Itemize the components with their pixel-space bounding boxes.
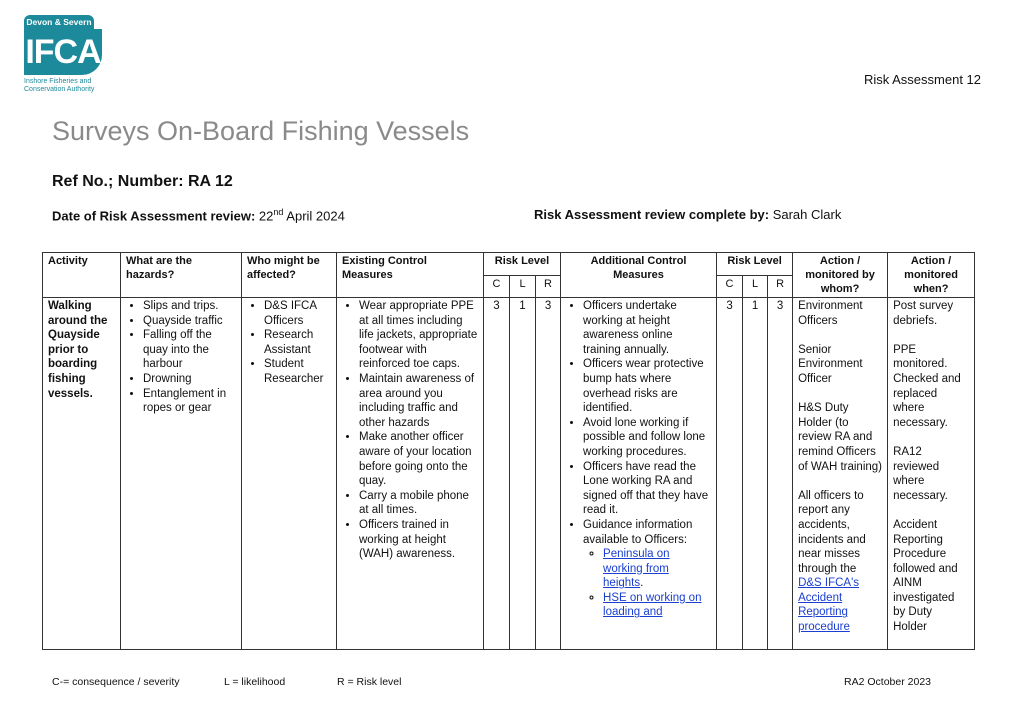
- affected-item: • D&S IFCA Officers: [264, 299, 331, 328]
- col-hazards: What are the hazards?: [121, 253, 242, 298]
- col-risk-level-2: Risk Level: [717, 253, 793, 276]
- footer-risk-key: R = Risk level: [337, 676, 402, 688]
- cell-additional-measures: [561, 298, 717, 650]
- by-whom-para: Environment Officers: [798, 300, 863, 327]
- col-activity: Activity: [43, 253, 121, 298]
- cell-existing-measures: [337, 298, 484, 650]
- cell-activity: Walking around the Quayside prior to boarding fishing vessels.: [43, 298, 121, 650]
- col-c: C: [484, 275, 510, 298]
- existing-measure: • Make another officer aware of your location before going onto the quay.: [359, 430, 478, 488]
- review-date-day: 22: [258, 208, 274, 224]
- col-existing-measures: Existing Control Measures: [337, 253, 484, 298]
- logo-mark: IFCA: [24, 29, 102, 75]
- hazard-item: • Quayside traffic: [143, 314, 236, 329]
- when-para: Post survey debriefs.: [893, 300, 954, 327]
- footer-consequence-key: C-= consequence / severity: [52, 676, 180, 688]
- hazard-item: • Drowning: [143, 372, 236, 387]
- reference-number: Ref No.; Number: RA 12: [52, 173, 233, 190]
- hazard-item: • Entanglement in ropes or gear: [143, 387, 236, 416]
- cell-risk-2: 3: [768, 298, 793, 650]
- cell-affected: [242, 298, 337, 650]
- logo-top-text: Devon & Severn: [24, 15, 94, 29]
- table-row: [43, 298, 975, 650]
- col-action-when: Action / monitored when?: [888, 253, 975, 298]
- review-by-label: Risk Assessment review complete by:: [534, 207, 770, 222]
- by-whom-report-text: All officers to report any accidents, incidents and near misses through the: [798, 489, 866, 575]
- when-para: Accident Reporting Procedure followed and AINM investigated by Duty Holder: [893, 518, 958, 634]
- cell-hazards: [121, 298, 242, 650]
- hazard-item: • Falling off the quay into the harbour: [143, 328, 236, 372]
- ifca-logo: [24, 15, 102, 94]
- review-date-suffix: nd: [273, 207, 284, 217]
- col-affected: Who might be affected?: [242, 253, 337, 298]
- page-title: Surveys On-Board Fishing Vessels: [52, 116, 470, 146]
- review-by-name: Sarah Clark: [772, 207, 842, 222]
- cell-consequence-2: 3: [717, 298, 743, 650]
- existing-measure: • Carry a mobile phone at all times.: [359, 489, 478, 518]
- when-para: PPE monitored. Checked and replaced where necessary.: [893, 343, 961, 429]
- link-suffix: .: [640, 577, 644, 590]
- additional-measure: • Officers undertake working at height awareness online training annually.: [583, 299, 711, 357]
- col-risk-level: Risk Level: [484, 253, 561, 276]
- logo-subtitle: Inshore Fisheries and Conservation Authority: [24, 78, 95, 93]
- hazard-item: • Slips and trips.: [143, 299, 236, 314]
- additional-measure: [583, 518, 711, 620]
- col-action-by-whom: Action / monitored by whom?: [793, 253, 888, 298]
- by-whom-para: Senior Environment Officer: [798, 343, 863, 385]
- guidance-label: Guidance information available to Officers:: [583, 518, 693, 546]
- guidance-link-item: [603, 591, 711, 620]
- cell-risk: 3: [536, 298, 561, 650]
- by-whom-para: H&S Duty Holder (to review RA and remind Officers of WAH training): [798, 402, 882, 473]
- col-c2: C: [717, 275, 743, 298]
- cell-consequence: 3: [484, 298, 510, 650]
- footer-likelihood-key: L = likelihood: [224, 676, 286, 688]
- cell-when: [888, 298, 975, 650]
- col-l: L: [510, 275, 536, 298]
- col-l2: L: [743, 275, 768, 298]
- additional-measure: • Officers have read the Lone working RA and signed off that they have read it.: [583, 460, 711, 518]
- existing-measure: • Officers trained in working at height (WAH) awareness.: [359, 518, 478, 562]
- cell-likelihood-2: 1: [743, 298, 768, 650]
- additional-measure: • Officers wear protective bump hats where overhead risks are identified.: [583, 357, 711, 415]
- existing-measure: • Maintain awareness of area around you including traffic and other hazards: [359, 372, 478, 430]
- affected-item: • Student Researcher: [264, 357, 331, 386]
- review-date-label: Date of Risk Assessment review:: [52, 208, 256, 224]
- col-r: R: [536, 275, 561, 298]
- when-para: RA12 reviewed where necessary.: [893, 445, 948, 502]
- table-header-row: [43, 253, 975, 276]
- hse-link[interactable]: HSE on working on loading and: [603, 591, 702, 619]
- existing-measure: • Wear appropriate PPE at all times including life jackets, appropriate footwear with reinforced toe caps.: [359, 299, 478, 372]
- review-date-rest: April 2024: [286, 208, 345, 224]
- header-doc-label: Risk Assessment 12: [863, 72, 981, 87]
- risk-assessment-table: [42, 252, 975, 650]
- col-r2: R: [768, 275, 793, 298]
- review-completed-by: [534, 207, 841, 222]
- footer-version: RA2 October 2023: [844, 676, 931, 688]
- review-date: [52, 207, 345, 223]
- guidance-link-item: [603, 547, 711, 591]
- cell-likelihood: 1: [510, 298, 536, 650]
- peninsula-link[interactable]: Peninsula on working from heights: [603, 548, 670, 590]
- cell-by-whom: [793, 298, 888, 650]
- accident-reporting-link[interactable]: D&S IFCA's Accident Reporting procedure: [798, 577, 860, 634]
- additional-measure: • Avoid lone working if possible and follow lone working procedures.: [583, 416, 711, 460]
- col-additional-measures: Additional Control Measures: [561, 253, 717, 298]
- by-whom-para: [798, 489, 882, 635]
- affected-item: • Research Assistant: [264, 328, 331, 357]
